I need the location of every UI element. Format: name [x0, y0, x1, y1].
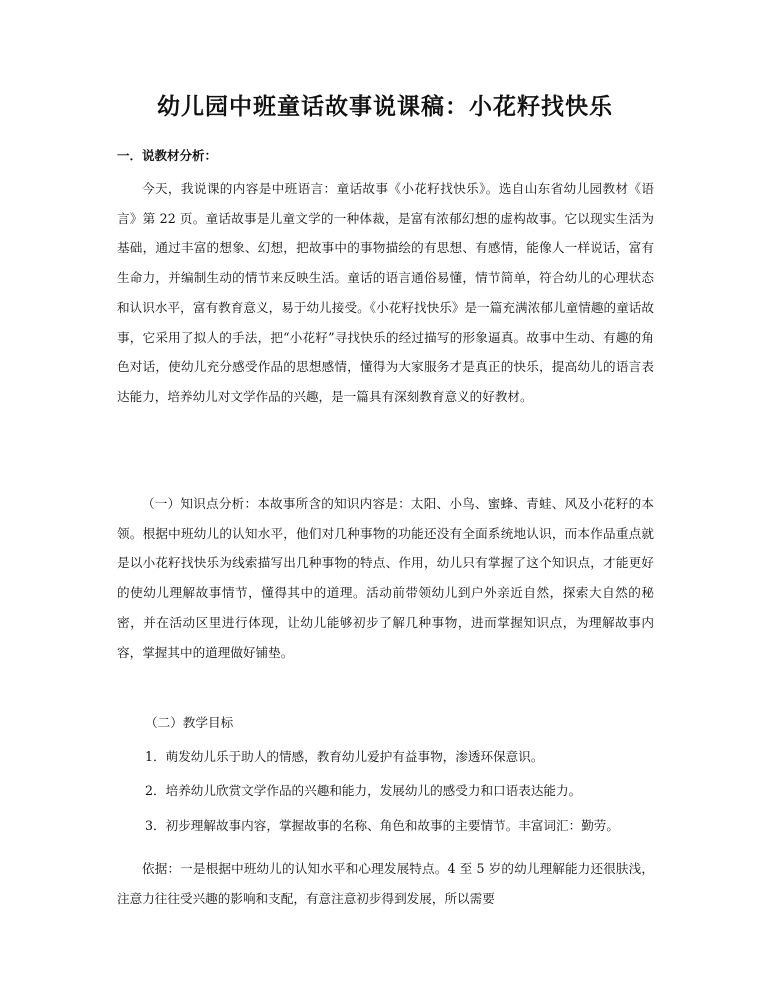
goal-item-3: 3．初步理解故事内容，掌握故事的名称、角色和故事的主要情节。丰富词汇：勤劳。 — [145, 818, 619, 833]
paragraph-knowledge-points: （一）知识点分析：本故事所含的知识内容是：太阳、小鸟、蜜蜂、青蛙、风及小花籽的本领。根据中班幼儿的认知水平，他们对几种事物的功能还没有全面系统地认识，而本作品重点就是以小花籽找快乐为线索描写出几种事物的特点、作用，幼儿只有掌握了这个知识点，才能更好的使幼儿理解故事情节，懂得其中的道理。活动前带领幼儿到户外亲近自然，探索大自然的秘密，并在活动区里进行体现，让幼儿能够初步了解几种事物，进而掌握知识点，为理解故事内容，掌握其中的道理做好铺垫。 — [117, 496, 654, 660]
paragraph-basis: 依据：一是根据中班幼儿的认知水平和心理发展特点。4 至 5 岁的幼儿理解能力还很肤浅，注意力往往受兴趣的影响和支配，有意注意初步得到发展，所以需要 — [117, 861, 654, 906]
sub-heading-teaching-goals: （二）教学目标 — [145, 715, 234, 730]
goal-item-1: 1．萌发幼儿乐于助人的情感，教育幼儿爱护有益事物，渗透环保意识。 — [145, 749, 544, 764]
paragraph-textbook-analysis: 今天，我说课的内容是中班语言：童话故事《小花籽找快乐》。选自山东省幼儿园教材《语言》第 22 页。童话故事是儿童文学的一种体裁，是富有浓郁幻想的虚构故事。它以现实生活为基础，通过丰富的想象、幻想，把故事中的事物描绘的有思想、有感情，能像人一样说话，富有生命力，并编制生动的情节来反映生活。童话的语言通俗易懂，情节简单，符合幼儿的心理状态和认识水平，富有教育意义，易于幼儿接受。《小花籽找快乐》是一篇充满浓郁儿童情趣的童话故事，它采用了拟人的手法，把“小花籽”寻找快乐的经过描写的形象逼真。故事中生动、有趣的角色对话，使幼儿充分感受作品的思想感情，懂得为大家服务才是真正的快乐，提高幼儿的语言表达能力，培养幼儿对文学作品的兴趣，是一篇具有深刻教育意义的好教材。 — [117, 181, 654, 404]
document-title: 幼儿园中班童话故事说课稿：小花籽找快乐 — [157, 93, 613, 120]
section-heading-textbook-analysis: 一．说教材分析： — [117, 148, 218, 163]
goal-item-2: 2．培养幼儿欣赏文学作品的兴趣和能力，发展幼儿的感受力和口语表达能力。 — [145, 783, 582, 798]
